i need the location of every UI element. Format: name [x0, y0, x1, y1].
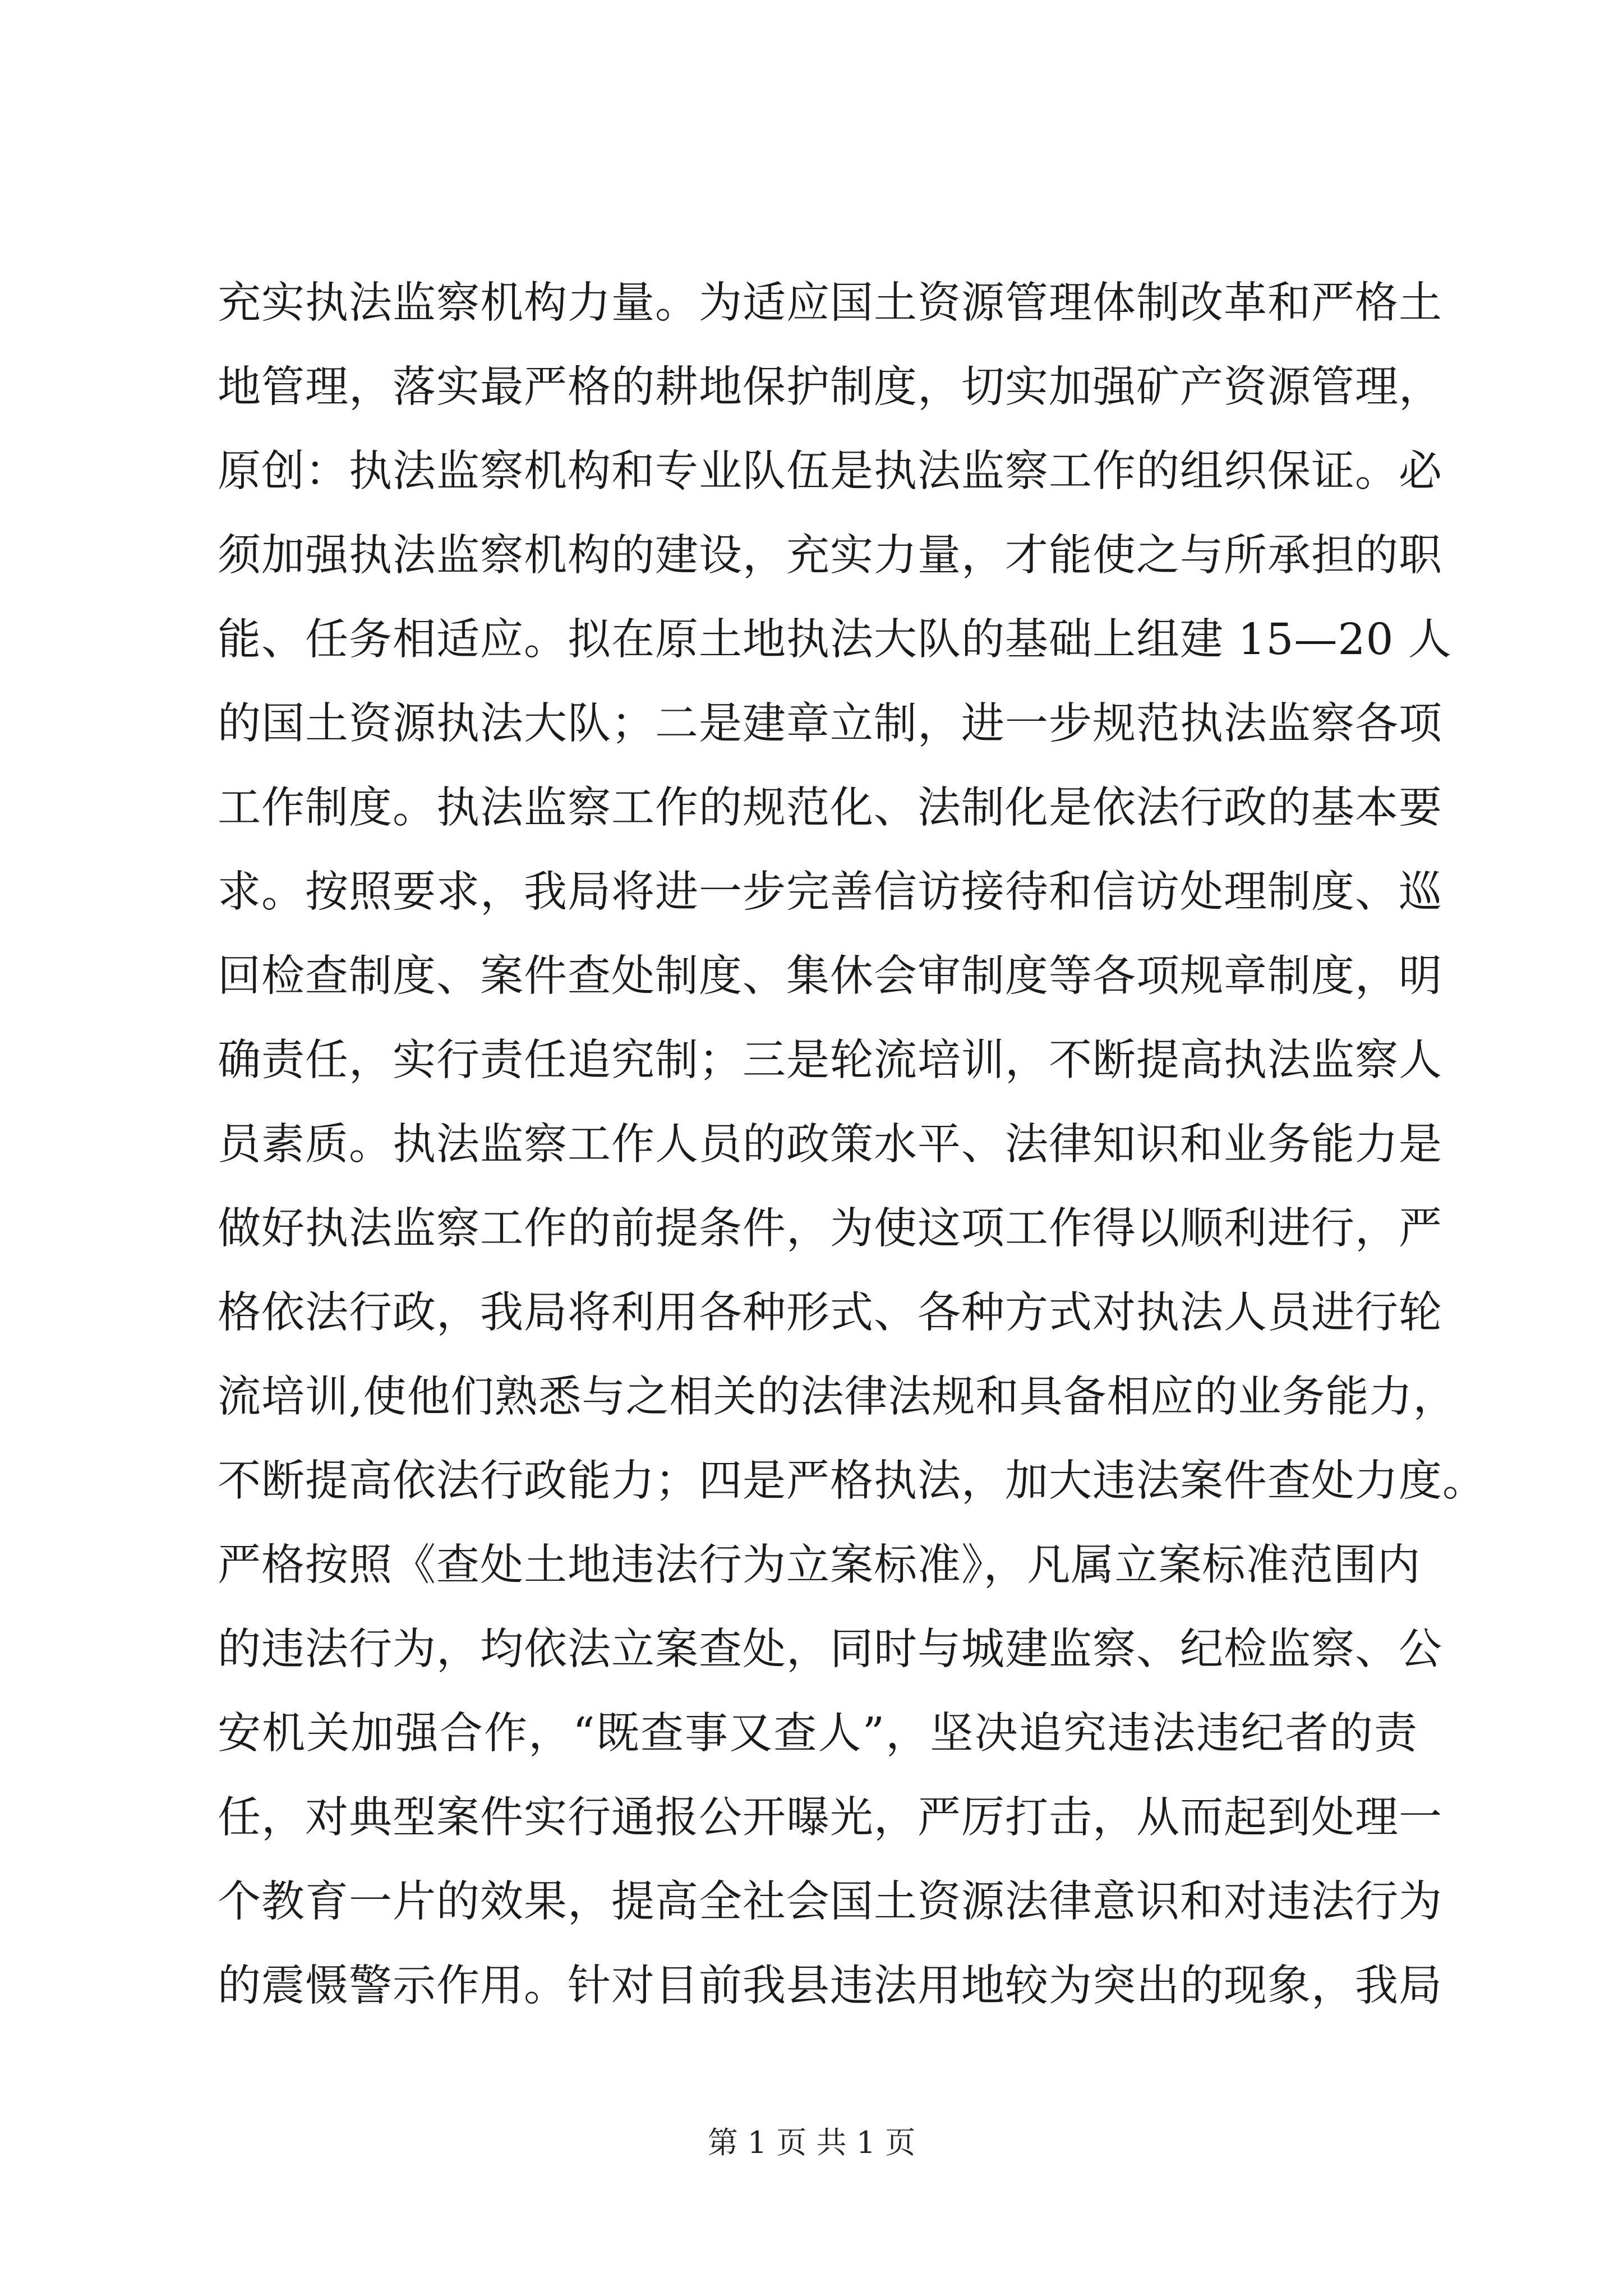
paragraph-line: 原创：执法监察机构和专业队伍是执法监察工作的组织保证。必	[218, 447, 1442, 496]
document-body	[218, 261, 1486, 2028]
paragraph-line: 员素质。执法监察工作人员的政策水平、法律知识和业务能力是	[218, 1120, 1442, 1170]
paragraph-line: 做好执法监察工作的前提条件，为使这项工作得以顺利进行，严	[218, 1204, 1442, 1254]
paragraph-line: 回检查制度、案件查处制度、集休会审制度等各项规章制度，明	[218, 951, 1442, 1001]
paragraph-line: 地管理，落实最严格的耕地保护制度，切实加强矿产资源管理，	[218, 362, 1442, 412]
paragraph-line: 流培训,使他们熟悉与之相关的法律法规和具备相应的业务能力，	[218, 1372, 1457, 1422]
paragraph-line: 的违法行为，均依法立案查处，同时与城建监察、纪检监察、公	[218, 1625, 1442, 1674]
paragraph-line: 严格按照《查处土地违法行为立案标准》，凡属立案标准范围内	[218, 1540, 1421, 1590]
paragraph-line: 个教育一片的效果，提高全社会国土资源法律意识和对违法行为	[218, 1877, 1442, 1927]
page-number: 第 1 页 共 1 页	[707, 2125, 916, 2160]
paragraph-line: 格依法行政，我局将利用各种形式、各种方式对执法人员进行轮	[218, 1288, 1442, 1338]
paragraph-line: 能、任务相适应。拟在原土地执法大队的基础上组建 15—20 人	[218, 615, 1452, 665]
paragraph-line: 的震慑警示作用。针对目前我县违法用地较为突出的现象，我局	[218, 1961, 1442, 2011]
paragraph-line: 充实执法监察机构力量。为适应国土资源管理体制改革和严格土	[218, 278, 1442, 328]
paragraph-line: 确责任，实行责任追究制；三是轮流培训，不断提高执法监察人	[218, 1036, 1442, 1085]
paragraph-line: 的国土资源执法大队；二是建章立制，进一步规范执法监察各项	[218, 699, 1442, 749]
paragraph-line: 安机关加强合作，“既查事又查人”，坚决追究违法违纪者的责	[218, 1709, 1418, 1759]
paragraph-line: 求。按照要求，我局将进一步完善信访接待和信访处理制度、巡	[218, 867, 1442, 917]
paragraph-line: 工作制度。执法监察工作的规范化、法制化是依法行政的基本要	[218, 783, 1442, 833]
paragraph-line: 须加强执法监察机构的建设，充实力量，才能使之与所承担的职	[218, 531, 1442, 581]
paragraph-line: 不断提高依法行政能力；四是严格执法，加大违法案件查处力度。	[218, 1456, 1486, 1506]
paragraph-line: 任，对典型案件实行通报公开曝光，严厉打击，从而起到处理一	[218, 1793, 1442, 1843]
